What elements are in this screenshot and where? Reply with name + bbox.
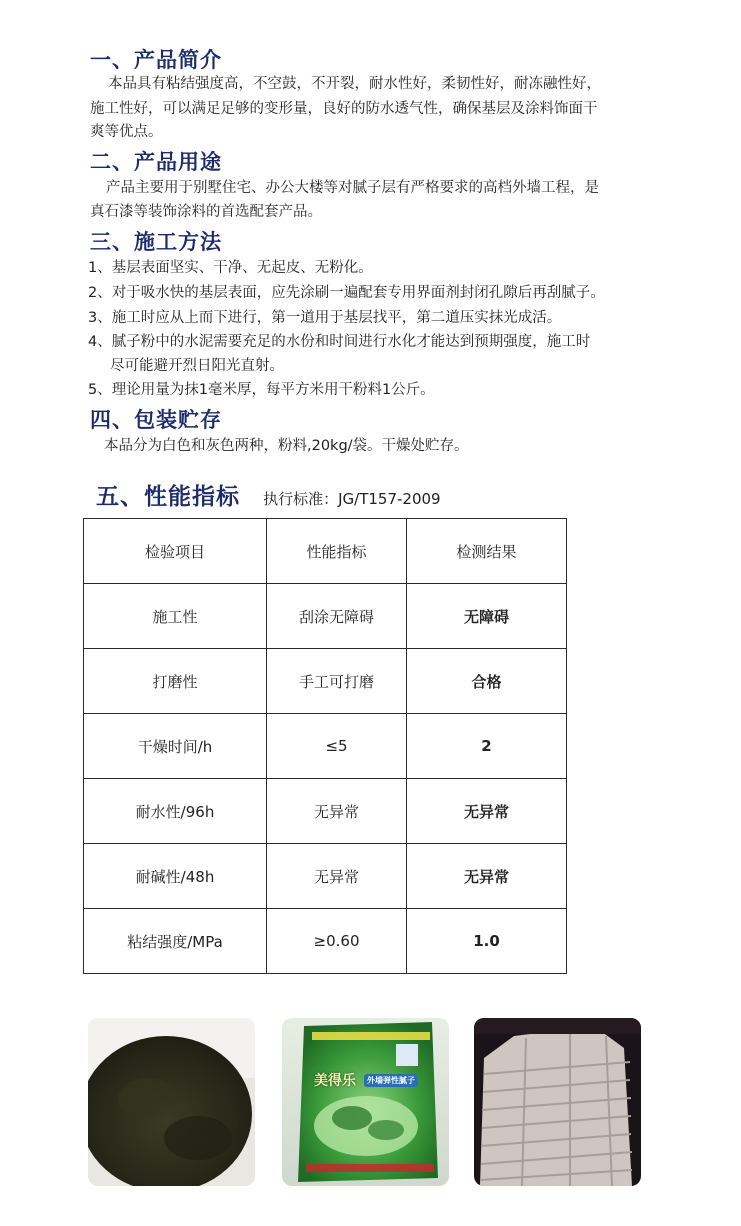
powder-photo	[88, 1018, 255, 1186]
item-cell: 耐水性/96h	[84, 779, 267, 844]
usage-line-2: 真石漆等装饰涂料的首选配套产品。	[90, 204, 322, 220]
result-cell: 无障碍	[407, 584, 567, 649]
section-title-intro: 一、产品简介	[90, 48, 222, 72]
result-cell: 2	[407, 714, 567, 779]
stacked-bags-image	[474, 1018, 641, 1186]
spec-cell: ≤5	[267, 714, 407, 779]
header-cell: 检测结果	[407, 519, 567, 584]
item-cell: 打磨性	[84, 649, 267, 714]
product-bag-image	[282, 1018, 449, 1186]
method-step-4-cont: 尽可能避开烈日阳光直射。	[110, 358, 284, 374]
performance-standard: 执行标准：JG/T157-2009	[263, 490, 441, 508]
method-step-2: 2、对于吸水快的基层表面，应先涂刷一遍配套专用界面剂封闭孔隙后再刮腻子。	[88, 285, 605, 301]
item-cell: 干燥时间/h	[84, 714, 267, 779]
section-title-usage: 二、产品用途	[90, 150, 222, 174]
spec-cell: 无异常	[267, 844, 407, 909]
item-cell: 施工性	[84, 584, 267, 649]
table-row	[84, 649, 567, 714]
header-cell: 检验项目	[84, 519, 267, 584]
packaging-line-1: 本品分为白色和灰色两种，粉料,20kg/袋。干燥处贮存。	[104, 438, 469, 454]
stacked-bags-photo	[474, 1018, 641, 1186]
bag-product-label: 外墙弹性腻子	[364, 1074, 418, 1087]
table-row	[84, 584, 567, 649]
table-header-row	[84, 519, 567, 584]
result-cell: 无异常	[407, 844, 567, 909]
section-title-packaging: 四、包装贮存	[90, 408, 222, 432]
intro-line-3: 爽等优点。	[90, 124, 163, 140]
result-cell: 1.0	[407, 909, 567, 974]
table-row	[84, 844, 567, 909]
table-row	[84, 714, 567, 779]
header-cell: 性能指标	[267, 519, 407, 584]
result-cell: 合格	[407, 649, 567, 714]
bag-brand-label: 美得乐	[314, 1073, 356, 1089]
method-step-4: 4、腻子粉中的水泥需要充足的水份和时间进行水化才能达到预期强度，施工时	[88, 334, 591, 350]
spec-cell: 手工可打磨	[267, 649, 407, 714]
item-cell: 耐碱性/48h	[84, 844, 267, 909]
spec-cell: 无异常	[267, 779, 407, 844]
performance-title: 五、性能指标	[96, 484, 240, 510]
result-cell: 无异常	[407, 779, 567, 844]
performance-table	[83, 518, 567, 974]
method-step-3: 3、施工时应从上而下进行，第一道用于基层找平，第二道压实抹光成活。	[88, 310, 562, 326]
method-step-5: 5、理论用量为抹1毫米厚，每平方米用干粉料1公斤。	[88, 382, 435, 398]
spec-cell: 刮涂无障碍	[267, 584, 407, 649]
product-bag-photo	[282, 1018, 449, 1186]
performance-heading	[96, 478, 441, 511]
spec-cell: ≥0.60	[267, 909, 407, 974]
table-row	[84, 909, 567, 974]
usage-line-1: 产品主要用于别墅住宅、办公大楼等对腻子层有严格要求的高档外墙工程，是	[106, 180, 599, 196]
powder-pile-image	[88, 1018, 255, 1186]
intro-line-1: 本品具有粘结强度高，不空鼓，不开裂，耐水性好，柔韧性好，耐冻融性好，	[108, 76, 601, 92]
table-row	[84, 779, 567, 844]
intro-line-2: 施工性好，可以满足足够的变形量，良好的防水透气性，确保基层及涂料饰面干	[90, 101, 598, 117]
method-step-1: 1、基层表面坚实、干净、无起皮、无粉化。	[88, 260, 373, 276]
item-cell: 粘结强度/MPa	[84, 909, 267, 974]
section-title-method: 三、施工方法	[90, 230, 222, 254]
